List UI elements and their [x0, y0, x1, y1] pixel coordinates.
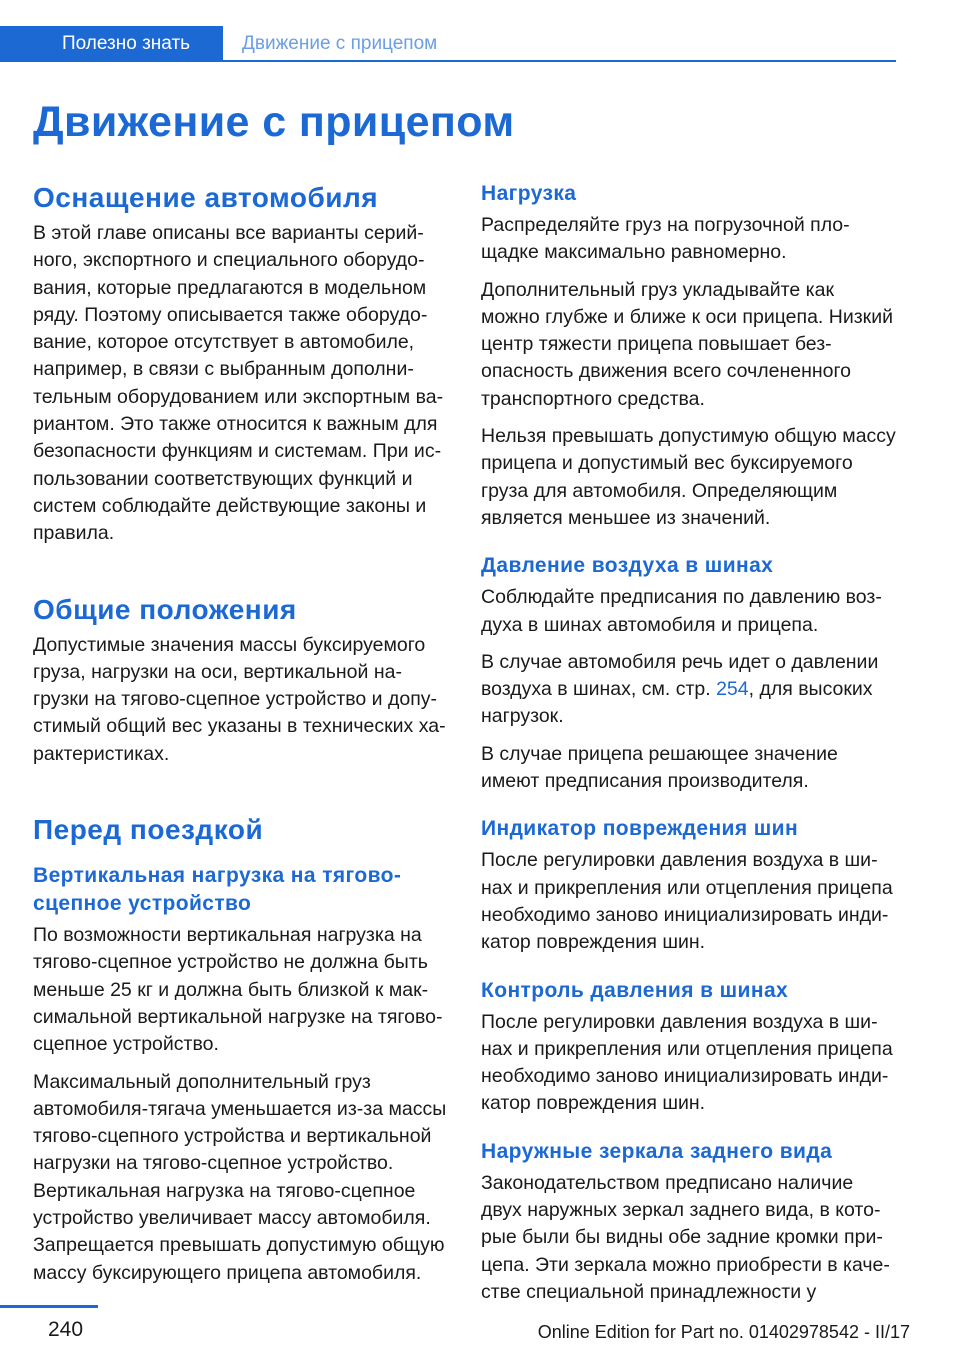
heading-equipment: Оснащение автомобиля: [33, 182, 379, 213]
text-vertical-load-1: По возможности вертикальная нагрузка на тягово-сцепное устройство не должна быть меньше 25 кг и должна быть близкой к максимальной вертикальной нагрузке на тягово-сцепное устройство.: [33, 924, 443, 1056]
text-equipment: В этой главе описаны все варианты серийного, экспортного и специального оборудования, которые предлагаются в модельном ряду. Поэтому описывается также оборудование, которое отсутствует в автомобиле, например, в связи с выбранным дополнительным оборудованием или экспортным вариантом. Это также относится к важным для безопасности функциям и системам. При использовании соответствующих функций и систем соблюдайте действующие законы и правила.: [33, 222, 444, 545]
heading-pressure-control: Контроль давления в шинах: [481, 978, 789, 1002]
text-mirrors: Законодательством предписано наличие двух наружных зеркал заднего вида, в которые были бы видны обе задние кромки прицепа. Эти зеркала можно приобрести в качестве специальной принадлежности у: [481, 1171, 890, 1303]
heading-flat-tire-monitor: Индикатор повреждения шин: [481, 817, 799, 841]
section-tab[interactable]: Полезно знать: [0, 26, 223, 62]
page-title: Движение с прицепом: [33, 98, 515, 146]
heading-mirrors: Наружные зеркала заднего вида: [481, 1139, 833, 1163]
page-link-254[interactable]: 254: [716, 678, 749, 701]
text-load-1: Распределяйте груз на погрузочной площадке максимально равномерно.: [481, 214, 850, 264]
right-column: [481, 180, 896, 1306]
heading-general: Общие положения: [33, 593, 297, 625]
heading-load: Нагрузка: [481, 182, 577, 205]
footer-rule: [0, 1305, 98, 1308]
text-pressure-control: После регулировки давления воздуха в шинах и прикрепления или отцепления прицепа необходимо заново инициализировать индикатор повреждения шин.: [481, 1010, 893, 1115]
text-tire-pressure-2: [481, 649, 896, 731]
heading-tire-pressure: Давление воздуха в шинах: [481, 554, 774, 578]
text-general: Допустимые значения массы буксируемого груза, нагрузки на оси, вертикальной нагрузки на тягово-сцепное устройство и допустимый общий вес указаны в технических характеристиках.: [33, 633, 446, 765]
subheading-vertical-load: Вертикальная нагрузка на тягово-сцепное устройство: [33, 864, 402, 916]
current-chapter-tab[interactable]: Движение с прицепом: [242, 33, 438, 54]
text-load-3: Нельзя превышать допустимую общую массу прицепа и допустимый вес буксируемого груза для автомобиля. Определяющим является меньшее из значений.: [481, 425, 896, 529]
text-tire-pressure-2-end: , для высоких нагрузок.: [481, 678, 873, 728]
text-tire-pressure-2-start: В случае автомобиля речь идет о давлении воздуха в шинах, см. стр.: [481, 650, 879, 701]
text-tire-pressure-3: В случае прицепа решающее значение имеют предписания производителя.: [481, 742, 838, 793]
page-number: 240: [48, 1318, 84, 1341]
heading-before-trip: Перед поездкой: [33, 814, 264, 846]
edition-note: Online Edition for Part no. 01402978542 - II/17: [537, 1322, 910, 1342]
text-tire-pressure-1: Соблюдайте предписания по давлению воздуха в шинах автомобиля и прицепа.: [481, 586, 882, 636]
text-flat-tire-monitor: После регулировки давления воздуха в шинах и прикрепления или отцепления прицепа необходимо заново инициализировать индикатор повреждения шин.: [481, 849, 893, 954]
text-load-2: Дополнительный груз укладывайте как можно глубже и ближе к оси прицепа. Низкий центр тяжести прицепа повышает безопасность движения всего сочлененного транспортного средства.: [481, 278, 893, 410]
left-column: [33, 180, 448, 1287]
text-vertical-load-2: Максимальный дополнительный груз автомобиля-тягача уменьшается из-за массы тягово-сцепного устройства и вертикальной нагрузки на тягово-сцепное устройство. Вертикальная нагрузка на тягово-сцепное устройство увеличивает массу автомобиля. Запрещается превышать допустимую общую массу буксирующего прицепа автомобиля.: [33, 1070, 447, 1284]
